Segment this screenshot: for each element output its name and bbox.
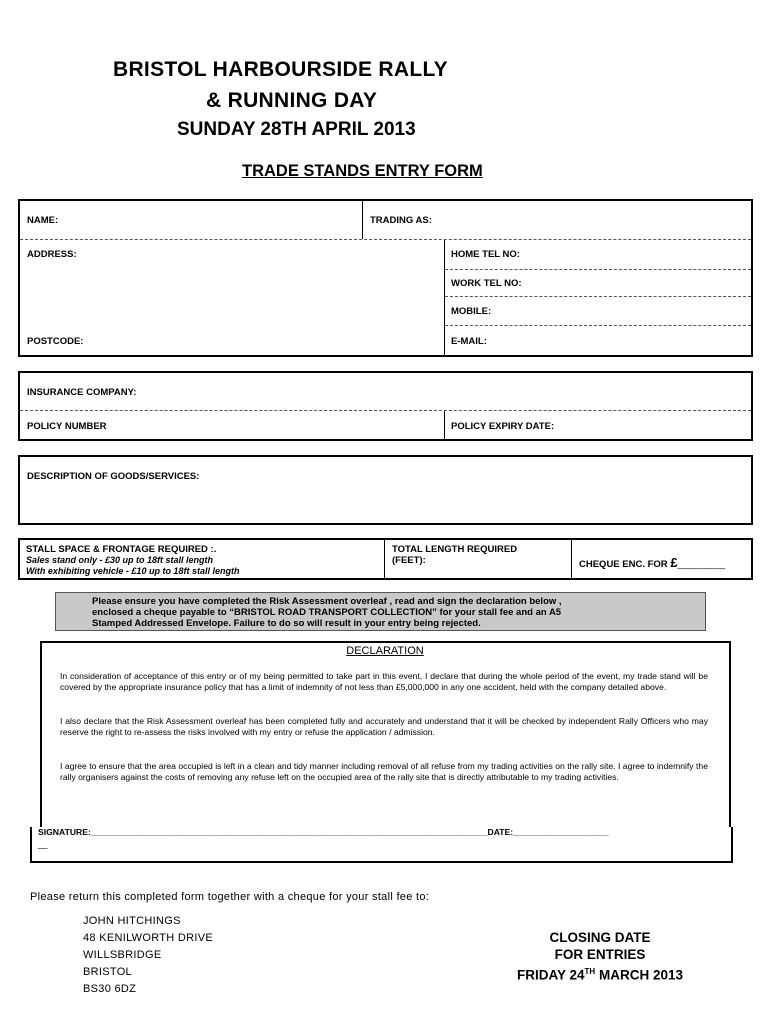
declaration-paragraph-3: I agree to ensure that the area occupied is left in a clean and tidy manner including removal of all refuse from my trading activities on the rally site. I agree to indemnify the rally organisers against the costs of removing any refuse left on the occupied area of the rally site that is directly attributable to my trading activities. (60, 761, 708, 782)
divider (444, 240, 445, 356)
return-instructions: Please return this completed form together with a cheque for your stall fee to: (30, 891, 430, 903)
total-length-unit: (FEET): (392, 555, 426, 566)
notice-line-1: Please ensure you have completed the Risk Assessment overleaf , read and sign the declaration below , (92, 596, 562, 607)
divider (445, 325, 751, 326)
declaration-paragraph-2: I also declare that the Risk Assessment overleaf has been completed fully and accurately and understand that it will be checked by independent Rally Officers who may reserve the right to re-assess the risks involved with my entry or refuse the application / admission. (60, 716, 708, 737)
stall-space-label: STALL SPACE & FRONTAGE REQUIRED :. (26, 544, 217, 555)
closing-day: FRIDAY 24 (517, 967, 585, 983)
signature-date-line[interactable]: SIGNATURE:___________________________________________________________________________________DATE:____________________ (38, 827, 609, 837)
address-field[interactable]: ADDRESS: (27, 249, 77, 260)
closing-date (490, 929, 710, 984)
divider (362, 200, 363, 239)
goods-section (18, 455, 753, 525)
policy-number-field[interactable]: POLICY NUMBER (27, 421, 107, 432)
divider (731, 827, 733, 862)
total-length-label: TOTAL LENGTH REQUIRED (392, 544, 518, 555)
currency-symbol: £ (670, 555, 678, 570)
home-tel-field[interactable]: HOME TEL NO: (451, 249, 520, 260)
stall-rate-vehicle: With exhibiting vehicle - £10 up to 18ft stall length (26, 566, 240, 576)
closing-line-1: CLOSING DATE (549, 930, 651, 945)
closing-line-3 (490, 963, 710, 984)
insurance-company-field[interactable]: INSURANCE COMPANY: (27, 387, 137, 398)
divider (20, 239, 751, 240)
divider (30, 861, 733, 863)
closing-day-suffix: TH (584, 967, 596, 976)
return-address (83, 913, 213, 998)
divider (571, 539, 572, 579)
closing-month-year: MARCH 2013 (595, 967, 683, 983)
cheque-label: CHEQUE ENC. FOR (579, 559, 668, 570)
name-field[interactable]: NAME: (27, 215, 59, 226)
notice-banner (55, 592, 706, 631)
address-line: JOHN HITCHINGS (83, 915, 181, 927)
address-line: BRISTOL (83, 966, 132, 978)
postcode-field[interactable]: POSTCODE: (27, 336, 84, 347)
work-tel-field[interactable]: WORK TEL NO: (451, 278, 522, 289)
divider (445, 296, 751, 297)
cheque-amount-field[interactable] (579, 555, 725, 570)
divider (20, 410, 751, 411)
trading-as-field[interactable]: TRADING AS: (370, 215, 432, 226)
declaration-heading: DECLARATION (346, 645, 424, 657)
address-line: 48 KENILWORTH DRIVE (83, 932, 213, 944)
closing-line-2: FOR ENTRIES (554, 947, 646, 962)
divider (30, 827, 32, 862)
notice-line-3: Stamped Addressed Envelope. Failure to do so will result in your entry being rejected. (92, 618, 481, 629)
notice-line-2: enclosed a cheque payable to “BRISTOL ROAD TRANSPORT COLLECTION” for your stall fee and an A5 (92, 607, 562, 618)
divider (445, 269, 751, 270)
cheque-blank: _________ (677, 559, 726, 570)
description-field[interactable]: DESCRIPTION OF GOODS/SERVICES: (27, 471, 200, 482)
address-line: WILLSBRIDGE (83, 949, 162, 961)
stall-rate-sales: Sales stand only - £30 up to 18ft stall length (26, 555, 214, 565)
divider (384, 539, 385, 579)
email-field[interactable]: E-MAIL: (451, 336, 487, 347)
title-line-2: & RUNNING DAY (206, 89, 378, 112)
policy-expiry-field[interactable]: POLICY EXPIRY DATE: (451, 421, 555, 432)
title-line-1: BRISTOL HARBOURSIDE RALLY (113, 58, 448, 81)
form-title: TRADE STANDS ENTRY FORM (242, 162, 483, 180)
mobile-field[interactable]: MOBILE: (451, 306, 492, 317)
event-date: SUNDAY 28TH APRIL 2013 (177, 119, 416, 140)
address-line: BS30 6DZ (83, 983, 137, 995)
divider (444, 411, 445, 440)
signature-line-tail: __ (38, 839, 48, 849)
declaration-paragraph-1: In consideration of acceptance of this entry or of my being permitted to take part in this event, I declare that during the whole period of the event, my trade stand will be covered by the appropriate insurance policy that has a limit of indemnity of not less than £5,000,000 in any one accident, held with the company detailed above. (60, 671, 708, 692)
insurance-section (18, 371, 753, 441)
